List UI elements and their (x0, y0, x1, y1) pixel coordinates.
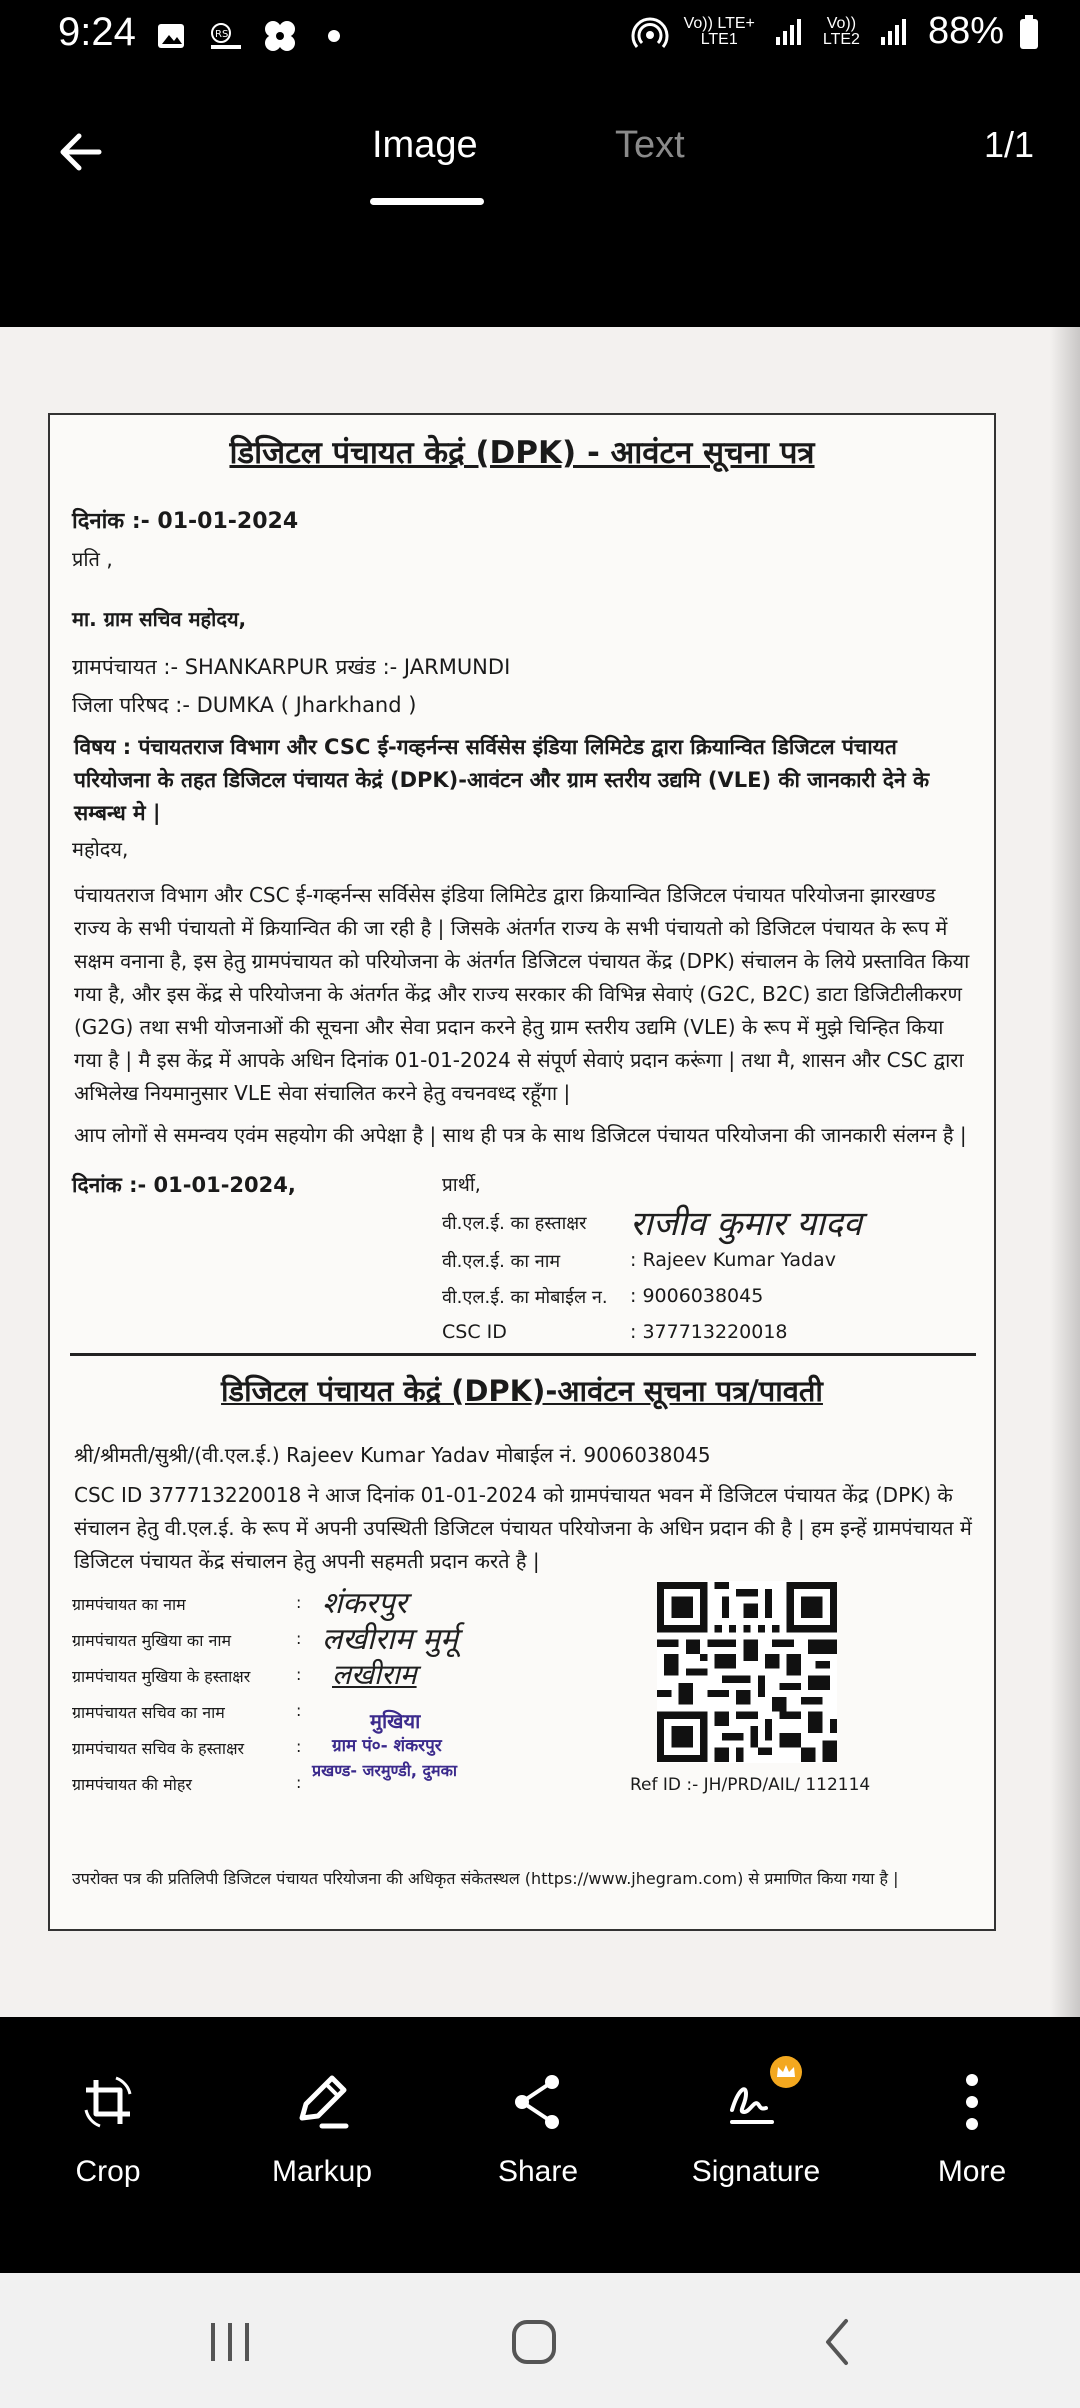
crop-button[interactable] (8, 2067, 208, 2189)
svg-text:RS: RS (215, 29, 229, 40)
crop-rotate-icon (73, 2067, 143, 2137)
paper-shadow (1050, 327, 1080, 2017)
document-image[interactable] (0, 327, 1080, 2017)
status-right (630, 10, 1040, 53)
home-button[interactable] (494, 2307, 574, 2377)
vle-name-value: : Rajeev Kumar Yadav (630, 1249, 836, 1271)
section-divider (70, 1353, 976, 1356)
document-frame (48, 413, 996, 1931)
network-1 (684, 16, 755, 48)
home-icon (509, 2317, 559, 2367)
recents-button[interactable] (190, 2307, 270, 2377)
ref-id: Ref ID :- JH/PRD/AIL/ 112114 (630, 1775, 871, 1795)
share-icon (503, 2067, 573, 2137)
receipt-name-line: श्री/श्रीमती/सुश्री/(वी.एल.ई.) Rajeev Kumar Yadav मोबाईल नं. 9006038045 (74, 1443, 711, 1467)
district-line: जिला परिषद :- DUMKA ( Jharkhand ) (72, 693, 417, 717)
pinwheel-icon (260, 16, 300, 56)
tab-text[interactable]: Text (615, 124, 685, 166)
network-1-sub: LTE1 (700, 30, 738, 48)
signal-icon (769, 12, 809, 52)
arrow-left-icon (57, 132, 103, 172)
notification-icons (152, 16, 354, 56)
system-nav-bar (0, 2273, 1080, 2408)
more-button[interactable] (872, 2067, 1072, 2189)
gp-seal-colon: : (296, 1773, 302, 1792)
network-1-label: Vo)) LTE+ (683, 14, 755, 32)
more-vertical-icon (937, 2067, 1007, 2137)
to-line: प्रति , (72, 547, 113, 571)
stamp-line-1: मुखिया (370, 1709, 421, 1733)
bottom-toolbar (0, 2017, 1080, 2273)
salutation-line: महोदय, (72, 837, 129, 861)
signature-button[interactable] (656, 2067, 856, 2189)
markup-button[interactable] (222, 2067, 422, 2189)
handwritten-mukhiya-name: लखीराम मुर्मू (322, 1622, 459, 1657)
more-label: More (937, 2155, 1007, 2188)
gp-name-colon: : (296, 1593, 302, 1612)
status-bar (0, 0, 1080, 72)
stamp-line-2: ग्राम पं०- शंकरपुर (332, 1736, 442, 1756)
markup-label: Markup (271, 2155, 373, 2188)
recents-icon (205, 2319, 255, 2365)
gp-mukhiya-sign-colon: : (296, 1665, 302, 1684)
qr-code (657, 1581, 837, 1763)
gp-sachiv-name-label: ग्रामपंचायत सचिव का नाम (72, 1703, 225, 1722)
gp-seal-label: ग्रामपंचायत की मोहर (72, 1775, 192, 1794)
share-label: Share (497, 2155, 579, 2188)
network-2 (823, 16, 860, 48)
network-2-sub: LTE2 (822, 30, 860, 48)
document-title: डिजिटल पंचायत केद्रं (DPK) - आवंटन सूचना पत्र (229, 435, 815, 471)
receipt-body: CSC ID 377713220018 ने आज दिनांक 01-01-2024 को ग्रामपंचायत भवन में डिजिटल पंचायत केंद्र (DPK) के संचालन हेतु वी.एल.ई. के रूप में अपनी उपस्थिती डिजिटल पंचायत परियोजना के अधिन प्रदान की है | हम इन्हें ग्रामपंचायत में डिजिटल पंचायत केंद्र संचालन हेतु अपनी सहमती प्रदान करते है | (74, 1483, 972, 1573)
battery-icon (1018, 12, 1040, 52)
receipt-title: डिजिटल पंचायत केद्रं (DPK)-आवंटन सूचना पत्र/पावती (221, 1374, 823, 1408)
subject-paragraph: विषय : पंचायतराज विभाग और CSC ई-गव्हर्नन्स सर्विसेस इंडिया लिमिटेड द्वारा क्रियान्वित डिजिटल पंचायत परियोजना के तहत डिजिटल पंचायत केद्रं (DPK)-आवंटन और ग्राम स्तरीय उद्यमि (VLE) की जानकारी देने के सम्बन्ध मे | (74, 735, 930, 825)
panchayat-line: ग्रामपंचायत :- SHANKARPUR प्रखंड :- JARMUNDI (72, 655, 511, 679)
dot-icon (314, 16, 354, 56)
vle-signature: राजीव कुमार यादव (630, 1204, 862, 1244)
handwritten-mukhiya-signature: लखीराम (332, 1658, 417, 1691)
date-line-2: दिनांक :- 01-01-2024, (72, 1173, 296, 1197)
crown-icon (769, 2055, 803, 2089)
addressee-line: मा. ग्राम सचिव महोदय, (72, 607, 247, 631)
back-button[interactable] (50, 122, 110, 182)
viewer-header (0, 72, 1080, 327)
stamp-line-3: प्रखण्ड- जरमुण्डी, दुमका (312, 1761, 457, 1780)
app-notification-icon (206, 16, 246, 56)
hotspot-icon (630, 12, 670, 52)
cooperation-paragraph: आप लोगों से समन्वय एवंम सहयोग की अपेक्षा है | साथ ही पत्र के साथ डिजिटल पंचायत परियोजना की जानकारी संलग्न है | (74, 1123, 967, 1147)
pen-icon (287, 2067, 357, 2137)
gp-mukhiya-name-colon: : (296, 1629, 302, 1648)
signal-icon-2 (874, 12, 914, 52)
back-icon (818, 2317, 858, 2367)
gp-sachiv-name-colon: : (296, 1701, 302, 1720)
csc-id-label: CSC ID (442, 1321, 507, 1343)
csc-id-value: : 377713220018 (630, 1321, 788, 1343)
applicant-label: प्रार्थी, (442, 1174, 481, 1196)
battery-percent: 88% (927, 10, 1004, 52)
gp-mukhiya-name-label: ग्रामपंचायत मुखिया का नाम (72, 1631, 232, 1650)
signature-label: Signature (691, 2155, 821, 2188)
vle-mobile-value: : 9006038045 (630, 1285, 764, 1307)
body-paragraph: पंचायतराज विभाग और CSC ई-गव्हर्नन्स सर्विसेस इंडिया लिमिटेड द्वारा क्रियान्वित डिजिटल पंचायत परियोजना झारखण्ड राज्य के सभी पंचायतो में क्रियान्वित की जा रही है | जिसके अंतर्गत राज्य के सभी पंचायतो को डिजिटल पंचायत के रूप में सक्षम वनाना है, इस हेतु ग्रामपंचायत को परियोजना के अंतर्गत डिजिटल पंचायत केंद्र (DPK) संचालन के लिये प्रस्तावित किया गया है, और इस केंद्र से परियोजना के अंतर्गत केंद्र और राज्य सरकार की विभिन्न सेवाएं (G2C, B2C) डाटा डिजिटीलीकरण (G2G) तथा सभी योजनाओं की सूचना और सेवा प्रदान करने हेतु ग्राम स्तरीय उद्यमि (VLE) के रूप में मुझे चिन्हित किया गया है | मै इस केंद्र में आपके अधिन दिनांक 01-01-2024 से संपूर्ण सेवाएं प्रदान करूंगा | तथा मै, शासन और CSC द्वारा अभिलेख नियमानुसार VLE सेवा संचालित करने हेतु वचनवध्द रहूँगा | (74, 883, 970, 1105)
share-button[interactable] (438, 2067, 638, 2189)
date-line: दिनांक :- 01-01-2024 (72, 509, 299, 534)
footer-note: उपरोक्त पत्र की प्रतिलिपी डिजिटल पंचायत परियोजना की अधिकृत संकेतस्थल (https://www.jhegram.com) से प्रमाणित किया गया है | (72, 1869, 899, 1888)
gp-sachiv-sign-label: ग्रामपंचायत सचिव के हस्ताक्षर (72, 1739, 245, 1758)
gp-mukhiya-sign-label: ग्रामपंचायत मुखिया के हस्ताक्षर (72, 1667, 251, 1686)
tab-image[interactable]: Image (372, 124, 478, 166)
gp-name-label: ग्रामपंचायत का नाम (72, 1595, 186, 1614)
tab-active-indicator (370, 198, 484, 205)
status-time: 9:24 (58, 10, 136, 54)
page-counter: 1/1 (983, 124, 1034, 165)
gp-sachiv-sign-colon: : (296, 1737, 302, 1756)
vle-name-label: वी.एल.ई. का नाम (442, 1251, 561, 1272)
signature-icon (721, 2067, 791, 2137)
nav-back-button[interactable] (798, 2307, 878, 2377)
network-2-label: Vo)) (826, 14, 857, 32)
vle-signature-label: वी.एल.ई. का हस्ताक्षर (442, 1213, 587, 1234)
crop-label: Crop (75, 2155, 141, 2188)
handwritten-gp-name: शंकरपुर (322, 1586, 408, 1621)
vle-mobile-label: वी.एल.ई. का मोबाईल न. (442, 1287, 608, 1308)
image-notification-icon (152, 16, 192, 56)
